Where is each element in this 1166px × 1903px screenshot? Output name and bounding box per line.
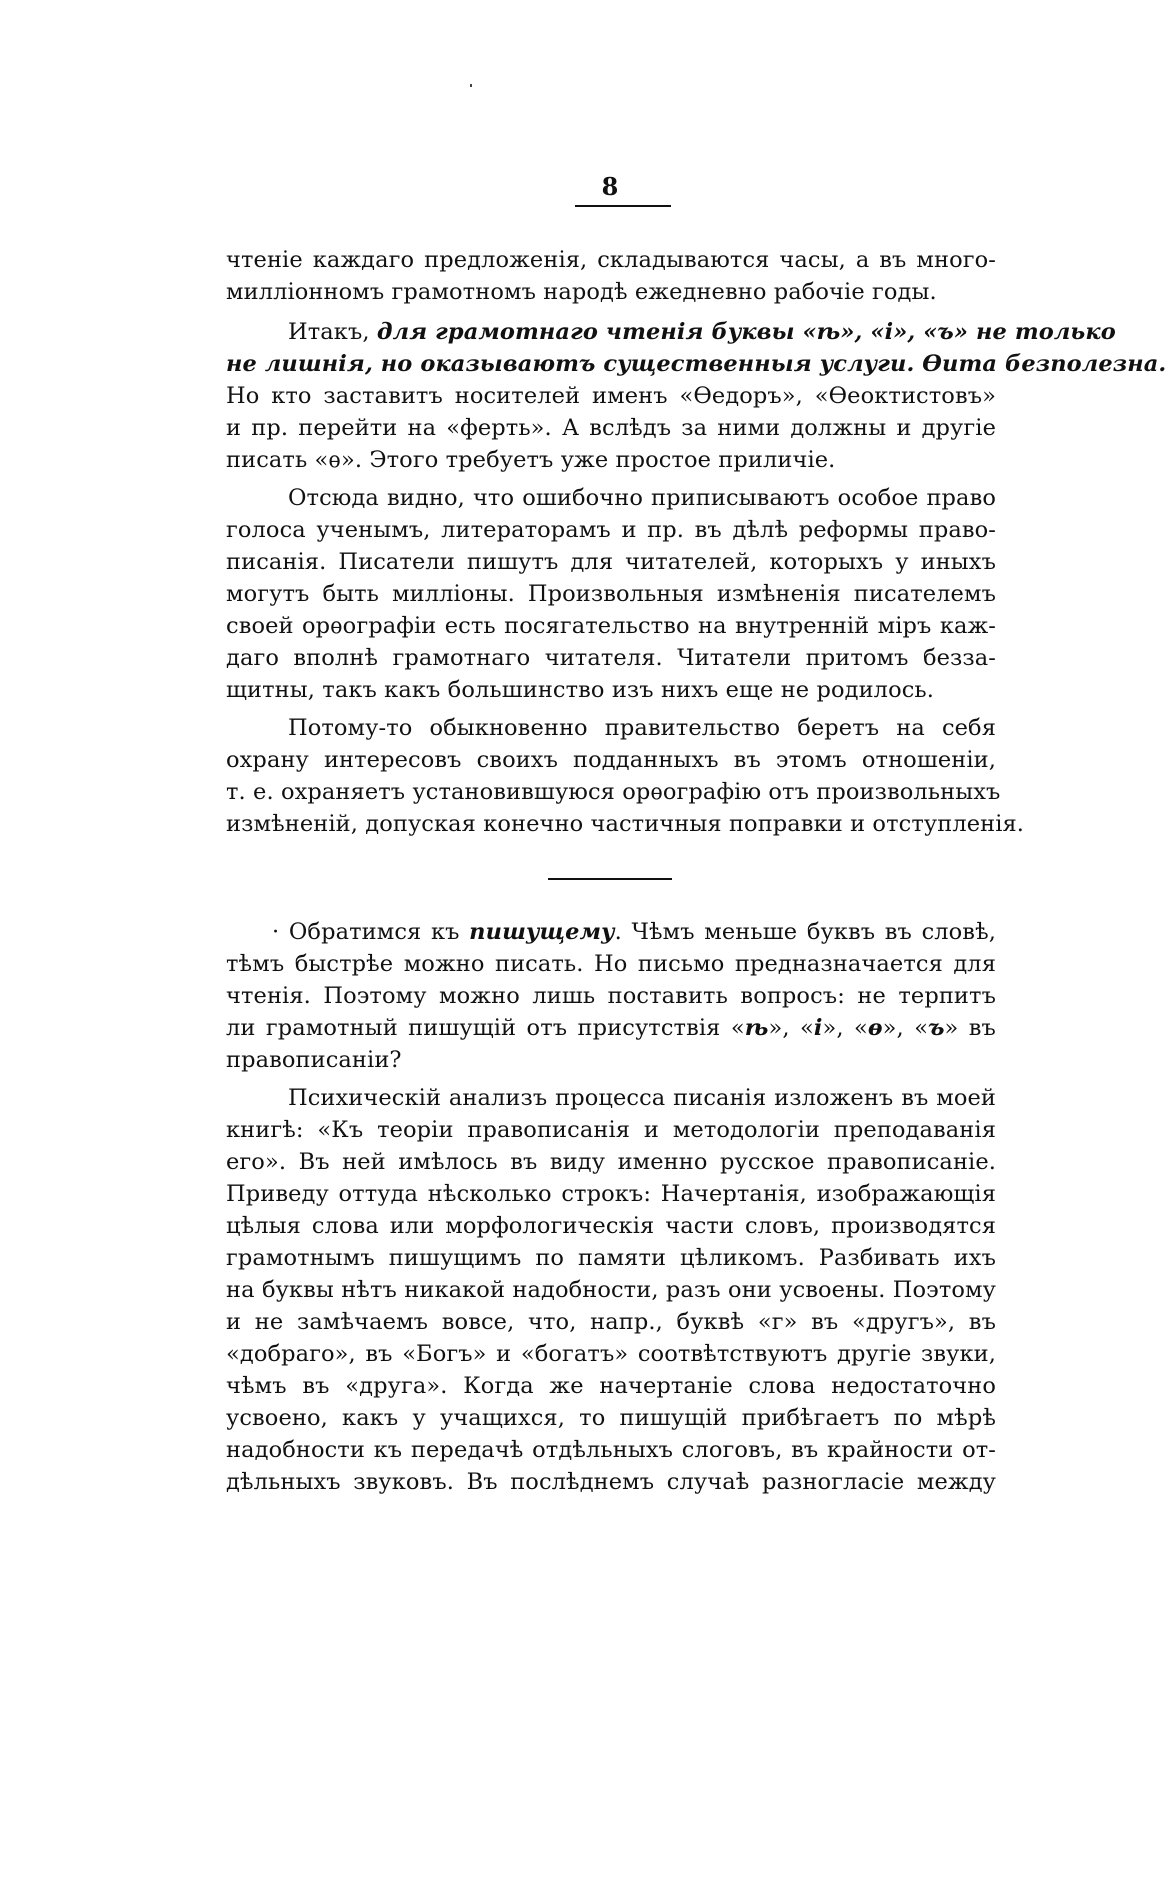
text-line: писать «ѳ». Этого требуетъ уже простое приличіе.: [226, 447, 836, 473]
text-line: книгѣ: «Къ теоріи правописанія и методологіи преподаванія: [226, 1117, 996, 1143]
text-line: Но кто заставитъ носителей именъ «Ѳедоръ», «Ѳеоктистовъ»: [226, 383, 996, 409]
italic-text: не лишнія, но оказываютъ существенныя услуги. Ѳита безполезна.: [226, 351, 1166, 377]
text-line: на буквы нѣтъ никакой надобности, разъ они усвоены. Поэтому: [226, 1277, 996, 1303]
text-line: ли грамотный пишущій отъ присутствія «ѣ», «і», «ѳ», «ъ» въ: [226, 1015, 996, 1041]
paragraph-4: [226, 712, 1025, 840]
paragraph-6: [226, 1082, 996, 1498]
text-line: измѣненій, допуская конечно частичныя поправки и отступленія.: [226, 811, 1025, 837]
paragraph-1: [226, 244, 996, 308]
header-rule: [575, 205, 671, 207]
text-line: [226, 348, 1166, 380]
text-line: Приведу оттуда нѣсколько строкъ: Начертанія, изображающія: [226, 1181, 996, 1207]
text-line: дѣльныхъ звуковъ. Въ послѣднемъ случаѣ разногласіе между: [226, 1469, 996, 1495]
text-line: «добраго», въ «Богъ» и «богатъ» соотвѣтствуютъ другіе звуки,: [226, 1341, 996, 1367]
text-line: его». Въ ней имѣлось въ виду именно русское правописаніе.: [226, 1149, 996, 1175]
text-line: Потому-то обыкновенно правительство беретъ на себя: [288, 715, 996, 741]
print-speck: [470, 84, 472, 87]
text-line: чтенія. Поэтому можно лишь поставить вопросъ: не терпитъ: [226, 983, 996, 1009]
text-line: милліонномъ грамотномъ народѣ ежедневно рабочіе годы.: [226, 279, 937, 305]
text-line: цѣлыя слова или морфологическія части словъ, производятся: [226, 1213, 996, 1239]
text-line: даго вполнѣ грамотнаго читателя. Читатели притомъ безза-: [226, 645, 996, 671]
text-line: Психическій анализъ процесса писанія изложенъ въ моей: [288, 1085, 996, 1111]
text-line: писанія. Писатели пишутъ для читателей, которыхъ у иныхъ: [226, 549, 996, 575]
text-line: и не замѣчаемъ вовсе, что, напр., буквѣ «г» въ «другъ», въ: [226, 1309, 996, 1335]
text-line: т. е. охраняетъ установившуюся орѳографію отъ произвольныхъ: [226, 779, 1001, 805]
text-line: чѣмъ въ «друга». Когда же начертаніе слова недостаточно: [226, 1373, 996, 1399]
paragraph-5: [226, 916, 996, 1076]
text-line: щитны, такъ какъ большинство изъ нихъ еще не родилось.: [226, 677, 935, 703]
text-line: правописаніи?: [226, 1047, 402, 1073]
paragraph-2: [226, 316, 1166, 476]
page-number: 8: [601, 172, 619, 201]
text-line: грамотнымъ пишущимъ по памяти цѣликомъ. Разбивать ихъ: [226, 1245, 996, 1271]
text-line: голоса ученымъ, литераторамъ и пр. въ дѣлѣ реформы право-: [226, 517, 996, 543]
text-line: Отсюда видно, что ошибочно приписываютъ особое право: [288, 485, 996, 511]
text-line: охрану интересовъ своихъ подданныхъ въ этомъ отношеніи,: [226, 747, 996, 773]
section-divider: [548, 878, 672, 880]
text-line: Итакъ, для грамотнаго чтенія буквы «ѣ», «і», «ъ» не только: [288, 319, 1116, 345]
text-line: чтеніе каждаго предложенія, складываются часы, а въ много-: [226, 247, 996, 273]
paragraph-3: [226, 482, 996, 706]
text-line: и пр. перейти на «ферть». А вслѣдъ за ними должны и другіе: [226, 415, 996, 441]
text-line: своей орѳографіи есть посягательство на внутренній міръ каж-: [226, 613, 996, 639]
italic-text: пишущему: [469, 919, 615, 945]
text-line: могутъ быть милліоны. Произвольныя измѣненія писателемъ: [226, 581, 996, 607]
text-line: усвоено, какъ у учащихся, то пишущій прибѣгаетъ по мѣрѣ: [226, 1405, 996, 1431]
text-line: надобности къ передачѣ отдѣльныхъ слоговъ, въ крайности от-: [226, 1437, 996, 1463]
text-line: тѣмъ быстрѣе можно писать. Но письмо предназначается для: [226, 951, 996, 977]
text-line: · Обратимся къ пишущему. Чѣмъ меньше буквъ въ словѣ,: [272, 919, 996, 945]
italic-text: для грамотнаго чтенія буквы «ѣ», «і», «ъ» не только: [376, 319, 1116, 345]
